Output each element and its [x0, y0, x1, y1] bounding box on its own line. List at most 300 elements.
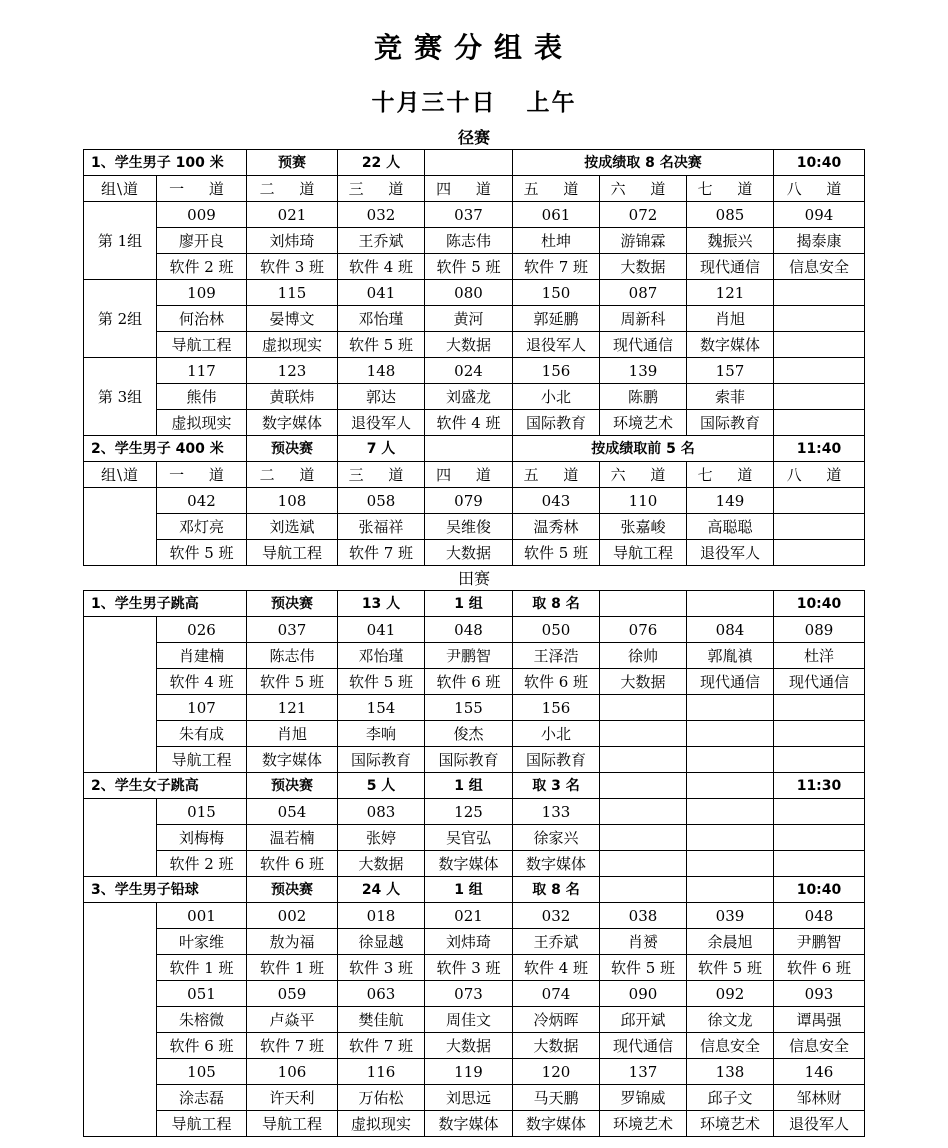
athlete-class: 软件 5 班 — [157, 540, 247, 566]
athlete-name: 俊杰 — [425, 721, 513, 747]
athlete-number: 072 — [600, 202, 687, 228]
athlete-number: 061 — [513, 202, 600, 228]
athlete-number: 058 — [338, 488, 425, 514]
event-time: 11:30 — [774, 773, 865, 799]
lane-header: 三 道 — [338, 462, 425, 488]
athlete-number: 094 — [774, 202, 865, 228]
athlete-number: 105 — [157, 1059, 247, 1085]
athlete-name: 肖赟 — [600, 929, 687, 955]
athlete-name: 徐文龙 — [687, 1007, 774, 1033]
athlete-name — [774, 825, 865, 851]
athlete-name: 邓怡瑾 — [338, 306, 425, 332]
athlete-number: 156 — [513, 358, 600, 384]
athlete-name: 熊伟 — [157, 384, 247, 410]
athlete-number: 048 — [774, 903, 865, 929]
athlete-number: 092 — [687, 981, 774, 1007]
athlete-class: 环境艺术 — [600, 1111, 687, 1137]
entry-row-names — [84, 643, 865, 669]
event-blank — [687, 877, 774, 903]
athlete-class: 软件 7 班 — [247, 1033, 338, 1059]
athlete-class: 软件 3 班 — [247, 254, 338, 280]
athlete-class: 虚拟现实 — [157, 410, 247, 436]
athlete-number: 002 — [247, 903, 338, 929]
athlete-number: 051 — [157, 981, 247, 1007]
athlete-number: 074 — [513, 981, 600, 1007]
athlete-number: 024 — [425, 358, 513, 384]
event-groups: 1 组 — [425, 591, 513, 617]
athlete-name: 小北 — [513, 721, 600, 747]
athlete-number: 076 — [600, 617, 687, 643]
athlete-number: 048 — [425, 617, 513, 643]
athlete-name: 马天鹏 — [513, 1085, 600, 1111]
athlete-number: 138 — [687, 1059, 774, 1085]
group-lane-header: 组\道 — [84, 462, 157, 488]
athlete-name: 索菲 — [687, 384, 774, 410]
athlete-name — [600, 721, 687, 747]
athlete-name: 刘盛龙 — [425, 384, 513, 410]
athlete-number: 037 — [247, 617, 338, 643]
lane-header: 七 道 — [687, 462, 774, 488]
group-lane-header: 组\道 — [84, 176, 157, 202]
athlete-name: 王泽浩 — [513, 643, 600, 669]
athlete-name: 张福祥 — [338, 514, 425, 540]
event-name: 2、学生男子 400 米 — [84, 436, 247, 462]
lane-header: 四 道 — [425, 462, 513, 488]
athlete-class: 软件 6 班 — [157, 1033, 247, 1059]
athlete-number: 043 — [513, 488, 600, 514]
athlete-number: 110 — [600, 488, 687, 514]
entry-row-names — [84, 721, 865, 747]
athlete-number: 085 — [687, 202, 774, 228]
athlete-class: 国际教育 — [425, 747, 513, 773]
athlete-class: 信息安全 — [774, 254, 865, 280]
athlete-number: 084 — [687, 617, 774, 643]
athlete-name: 刘思远 — [425, 1085, 513, 1111]
lane-header: 七 道 — [687, 176, 774, 202]
lane-header: 八 道 — [774, 462, 865, 488]
athlete-number: 155 — [425, 695, 513, 721]
athlete-number — [774, 799, 865, 825]
event-blank — [687, 591, 774, 617]
athlete-class: 大数据 — [338, 851, 425, 877]
athlete-number: 156 — [513, 695, 600, 721]
athlete-class — [687, 851, 774, 877]
athlete-name — [774, 306, 865, 332]
athlete-class: 软件 1 班 — [157, 955, 247, 981]
athlete-number: 050 — [513, 617, 600, 643]
athlete-number: 015 — [157, 799, 247, 825]
lane-header: 六 道 — [600, 176, 687, 202]
field-schedule-table — [83, 590, 865, 1137]
entry-row-names — [84, 825, 865, 851]
athlete-name: 刘炜琦 — [247, 228, 338, 254]
athlete-class — [774, 540, 865, 566]
field-section-label: 田赛 — [457, 569, 490, 588]
athlete-number — [600, 695, 687, 721]
athlete-class — [774, 851, 865, 877]
event-blank — [687, 773, 774, 799]
athlete-name: 王乔斌 — [338, 228, 425, 254]
lane-header: 一 道 — [157, 176, 247, 202]
entry-row-numbers — [84, 488, 865, 514]
athlete-number: 133 — [513, 799, 600, 825]
athlete-class: 软件 2 班 — [157, 851, 247, 877]
athlete-number: 059 — [247, 981, 338, 1007]
athlete-number: 123 — [247, 358, 338, 384]
athlete-class: 软件 5 班 — [338, 332, 425, 358]
athlete-number: 116 — [338, 1059, 425, 1085]
athlete-name: 冷炳晖 — [513, 1007, 600, 1033]
group-label: 第 1组 — [84, 202, 157, 280]
athlete-class: 导航工程 — [247, 1111, 338, 1137]
athlete-name: 魏振兴 — [687, 228, 774, 254]
athlete-number: 080 — [425, 280, 513, 306]
athlete-class: 数字媒体 — [247, 410, 338, 436]
group-label-empty — [84, 617, 157, 773]
entry-row-numbers — [84, 799, 865, 825]
athlete-number: 154 — [338, 695, 425, 721]
athlete-number: 146 — [774, 1059, 865, 1085]
lane-header-row — [84, 462, 865, 488]
athlete-name: 刘梅梅 — [157, 825, 247, 851]
athlete-class — [774, 410, 865, 436]
athlete-class: 导航工程 — [600, 540, 687, 566]
athlete-name: 杜洋 — [774, 643, 865, 669]
event-name: 1、学生男子跳高 — [84, 591, 247, 617]
athlete-name: 徐家兴 — [513, 825, 600, 851]
event-blank — [600, 773, 687, 799]
athlete-name — [687, 721, 774, 747]
athlete-class: 大数据 — [600, 669, 687, 695]
lane-header: 四 道 — [425, 176, 513, 202]
athlete-class: 软件 7 班 — [338, 1033, 425, 1059]
athlete-number: 109 — [157, 280, 247, 306]
athlete-number: 079 — [425, 488, 513, 514]
athlete-class: 现代通信 — [600, 332, 687, 358]
athlete-number: 148 — [338, 358, 425, 384]
athlete-number: 054 — [247, 799, 338, 825]
entry-row-numbers — [84, 280, 865, 306]
athlete-number: 150 — [513, 280, 600, 306]
entry-row-numbers — [84, 358, 865, 384]
athlete-class: 软件 6 班 — [774, 955, 865, 981]
athlete-name: 吴官弘 — [425, 825, 513, 851]
entry-row-numbers — [84, 1059, 865, 1085]
athlete-name: 叶家维 — [157, 929, 247, 955]
event-extra — [425, 436, 513, 462]
athlete-name: 刘选斌 — [247, 514, 338, 540]
athlete-class: 大数据 — [600, 254, 687, 280]
athlete-name: 邓灯亮 — [157, 514, 247, 540]
date-session: 十月三十日 上午 — [371, 89, 577, 116]
entry-row-classes — [84, 669, 865, 695]
athlete-name: 尹鹏智 — [425, 643, 513, 669]
athlete-number: 093 — [774, 981, 865, 1007]
athlete-name: 张婷 — [338, 825, 425, 851]
entry-row-classes — [84, 1033, 865, 1059]
athlete-number: 026 — [157, 617, 247, 643]
athlete-name: 李响 — [338, 721, 425, 747]
athlete-class — [774, 747, 865, 773]
athlete-number: 121 — [687, 280, 774, 306]
athlete-class: 软件 1 班 — [247, 955, 338, 981]
entry-row-names — [84, 1085, 865, 1111]
event-name: 3、学生男子铅球 — [84, 877, 247, 903]
athlete-class: 软件 7 班 — [513, 254, 600, 280]
athlete-name — [774, 384, 865, 410]
athlete-name: 邱开斌 — [600, 1007, 687, 1033]
athlete-class: 软件 7 班 — [338, 540, 425, 566]
athlete-name: 吴维俊 — [425, 514, 513, 540]
athlete-number: 115 — [247, 280, 338, 306]
athlete-class: 软件 2 班 — [157, 254, 247, 280]
lane-header: 五 道 — [513, 462, 600, 488]
athlete-name: 小北 — [513, 384, 600, 410]
athlete-number: 117 — [157, 358, 247, 384]
athlete-name: 罗锦威 — [600, 1085, 687, 1111]
athlete-class: 数字媒体 — [513, 1111, 600, 1137]
athlete-class: 软件 5 班 — [338, 669, 425, 695]
track-schedule-table — [83, 149, 865, 566]
athlete-name: 周新科 — [600, 306, 687, 332]
athlete-name: 游锦霖 — [600, 228, 687, 254]
entry-row-classes — [84, 540, 865, 566]
athlete-class: 虚拟现实 — [247, 332, 338, 358]
event-header-row — [84, 436, 865, 462]
athlete-number: 139 — [600, 358, 687, 384]
entry-row-names — [84, 1007, 865, 1033]
athlete-class: 退役军人 — [338, 410, 425, 436]
athlete-number: 018 — [338, 903, 425, 929]
athlete-number: 087 — [600, 280, 687, 306]
athlete-number: 032 — [513, 903, 600, 929]
athlete-name: 杜坤 — [513, 228, 600, 254]
athlete-name: 郭延鹏 — [513, 306, 600, 332]
event-rule: 按成绩取 8 名决赛 — [513, 150, 774, 176]
athlete-class: 退役军人 — [513, 332, 600, 358]
athlete-name: 陈鹏 — [600, 384, 687, 410]
event-round: 预决赛 — [247, 436, 338, 462]
event-count: 13 人 — [338, 591, 425, 617]
event-blank — [600, 591, 687, 617]
athlete-number: 149 — [687, 488, 774, 514]
entry-row-names — [84, 514, 865, 540]
athlete-name — [687, 825, 774, 851]
athlete-number: 009 — [157, 202, 247, 228]
athlete-class: 环境艺术 — [600, 410, 687, 436]
athlete-number: 090 — [600, 981, 687, 1007]
athlete-class: 软件 6 班 — [425, 669, 513, 695]
event-count: 7 人 — [338, 436, 425, 462]
entry-row-classes — [84, 254, 865, 280]
entry-row-names — [84, 306, 865, 332]
event-name: 1、学生男子 100 米 — [84, 150, 247, 176]
event-time: 11:40 — [774, 436, 865, 462]
entry-row-classes — [84, 1111, 865, 1137]
page-title: 竞赛分组表 — [373, 31, 574, 64]
athlete-name: 郭达 — [338, 384, 425, 410]
athlete-name: 陈志伟 — [425, 228, 513, 254]
entry-row-names — [84, 384, 865, 410]
athlete-number: 001 — [157, 903, 247, 929]
athlete-name — [774, 721, 865, 747]
athlete-name: 邓怡瑾 — [338, 643, 425, 669]
athlete-class: 软件 4 班 — [157, 669, 247, 695]
athlete-class: 软件 5 班 — [425, 254, 513, 280]
athlete-name: 朱榕微 — [157, 1007, 247, 1033]
event-time: 10:40 — [774, 591, 865, 617]
athlete-name: 肖旭 — [687, 306, 774, 332]
athlete-class: 软件 4 班 — [425, 410, 513, 436]
athlete-class: 软件 5 班 — [600, 955, 687, 981]
event-rule: 取 3 名 — [513, 773, 600, 799]
lane-header: 五 道 — [513, 176, 600, 202]
athlete-class: 软件 6 班 — [513, 669, 600, 695]
entry-row-numbers — [84, 695, 865, 721]
athlete-name: 刘炜琦 — [425, 929, 513, 955]
athlete-class: 数字媒体 — [425, 851, 513, 877]
athlete-number: 083 — [338, 799, 425, 825]
athlete-number: 120 — [513, 1059, 600, 1085]
athlete-number — [687, 695, 774, 721]
athlete-name: 朱有成 — [157, 721, 247, 747]
athlete-name: 肖旭 — [247, 721, 338, 747]
athlete-class: 软件 3 班 — [425, 955, 513, 981]
athlete-number: 073 — [425, 981, 513, 1007]
athlete-class: 软件 6 班 — [247, 851, 338, 877]
entry-row-classes — [84, 747, 865, 773]
event-count: 24 人 — [338, 877, 425, 903]
entry-row-numbers — [84, 617, 865, 643]
athlete-name: 涂志磊 — [157, 1085, 247, 1111]
athlete-class: 退役军人 — [774, 1111, 865, 1137]
athlete-name: 樊佳航 — [338, 1007, 425, 1033]
event-round: 预决赛 — [247, 773, 338, 799]
entry-row-classes — [84, 410, 865, 436]
event-rule: 按成绩取前 5 名 — [513, 436, 774, 462]
event-round: 预赛 — [247, 150, 338, 176]
athlete-class: 大数据 — [513, 1033, 600, 1059]
athlete-class: 数字媒体 — [513, 851, 600, 877]
athlete-number: 038 — [600, 903, 687, 929]
athlete-class: 软件 4 班 — [338, 254, 425, 280]
event-rule: 取 8 名 — [513, 877, 600, 903]
athlete-name: 黄河 — [425, 306, 513, 332]
athlete-class — [687, 747, 774, 773]
athlete-number — [774, 280, 865, 306]
athlete-class: 国际教育 — [513, 747, 600, 773]
event-header-row — [84, 150, 865, 176]
group-label-empty — [84, 903, 157, 1137]
athlete-number: 063 — [338, 981, 425, 1007]
athlete-name: 尹鹏智 — [774, 929, 865, 955]
athlete-number: 137 — [600, 1059, 687, 1085]
event-time: 10:40 — [774, 877, 865, 903]
athlete-class — [774, 332, 865, 358]
event-round: 预决赛 — [247, 591, 338, 617]
entry-row-names — [84, 228, 865, 254]
group-label — [84, 488, 157, 566]
athlete-number: 037 — [425, 202, 513, 228]
athlete-name: 卢焱平 — [247, 1007, 338, 1033]
athlete-class: 软件 3 班 — [338, 955, 425, 981]
event-header-row — [84, 773, 865, 799]
athlete-number — [774, 358, 865, 384]
event-round: 预决赛 — [247, 877, 338, 903]
athlete-name: 许天利 — [247, 1085, 338, 1111]
athlete-name: 廖开良 — [157, 228, 247, 254]
athlete-name: 王乔斌 — [513, 929, 600, 955]
athlete-name: 敖为福 — [247, 929, 338, 955]
athlete-class: 现代通信 — [774, 669, 865, 695]
athlete-class: 导航工程 — [157, 1111, 247, 1137]
event-header-row — [84, 591, 865, 617]
lane-header: 二 道 — [247, 462, 338, 488]
lane-header: 一 道 — [157, 462, 247, 488]
athlete-name: 肖建楠 — [157, 643, 247, 669]
event-groups: 1 组 — [425, 877, 513, 903]
athlete-number — [774, 695, 865, 721]
athlete-name: 徐显越 — [338, 929, 425, 955]
athlete-name: 温秀林 — [513, 514, 600, 540]
athlete-class: 现代通信 — [687, 254, 774, 280]
lane-header: 三 道 — [338, 176, 425, 202]
entry-row-classes — [84, 955, 865, 981]
athlete-number: 107 — [157, 695, 247, 721]
athlete-number: 106 — [247, 1059, 338, 1085]
athlete-name: 揭泰康 — [774, 228, 865, 254]
athlete-class — [600, 747, 687, 773]
athlete-class: 环境艺术 — [687, 1111, 774, 1137]
entry-row-numbers — [84, 903, 865, 929]
athlete-class: 大数据 — [425, 540, 513, 566]
athlete-number: 021 — [247, 202, 338, 228]
athlete-class — [600, 851, 687, 877]
athlete-class: 数字媒体 — [687, 332, 774, 358]
athlete-class: 软件 4 班 — [513, 955, 600, 981]
event-time: 10:40 — [774, 150, 865, 176]
athlete-name: 温若楠 — [247, 825, 338, 851]
athlete-class: 软件 5 班 — [687, 955, 774, 981]
athlete-name: 徐帅 — [600, 643, 687, 669]
entry-row-names — [84, 929, 865, 955]
athlete-name: 邱子文 — [687, 1085, 774, 1111]
athlete-number: 039 — [687, 903, 774, 929]
athlete-number: 032 — [338, 202, 425, 228]
entry-row-numbers — [84, 981, 865, 1007]
group-label-empty — [84, 799, 157, 877]
athlete-name: 晏博文 — [247, 306, 338, 332]
event-name: 2、学生女子跳高 — [84, 773, 247, 799]
athlete-name: 高聪聪 — [687, 514, 774, 540]
group-label: 第 3组 — [84, 358, 157, 436]
athlete-name: 何治林 — [157, 306, 247, 332]
athlete-name: 黄联炜 — [247, 384, 338, 410]
athlete-name: 周佳文 — [425, 1007, 513, 1033]
group-label: 第 2组 — [84, 280, 157, 358]
athlete-name: 张嘉峻 — [600, 514, 687, 540]
athlete-number: 125 — [425, 799, 513, 825]
track-section-label: 径赛 — [457, 128, 490, 147]
lane-header: 二 道 — [247, 176, 338, 202]
athlete-name: 谭禺强 — [774, 1007, 865, 1033]
event-count: 5 人 — [338, 773, 425, 799]
athlete-class: 现代通信 — [687, 669, 774, 695]
athlete-number: 089 — [774, 617, 865, 643]
athlete-number: 041 — [338, 280, 425, 306]
athlete-class: 虚拟现实 — [338, 1111, 425, 1137]
athlete-number — [600, 799, 687, 825]
